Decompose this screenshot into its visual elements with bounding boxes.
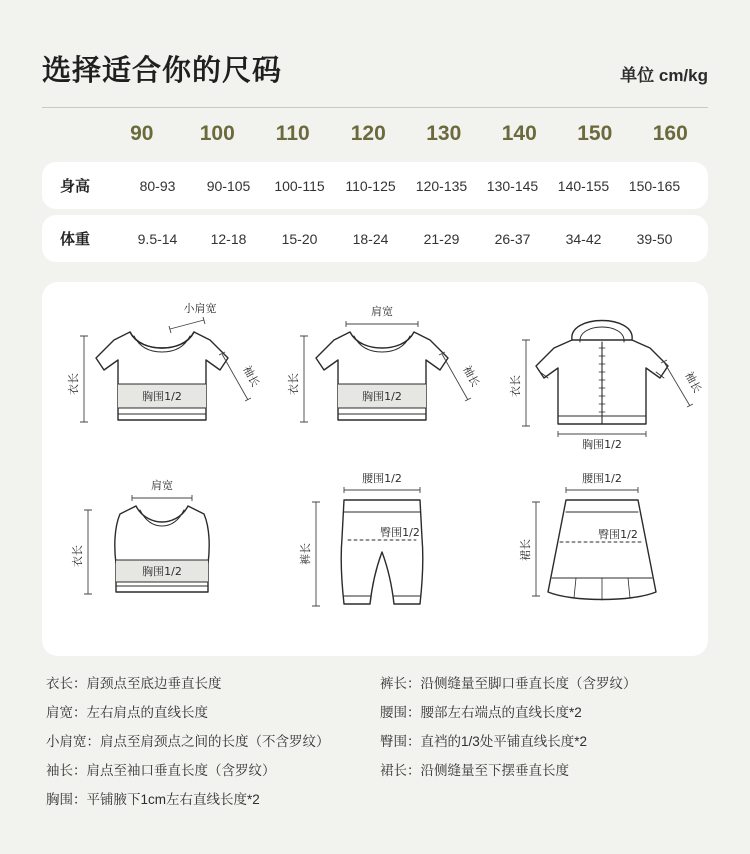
svg-text:衣长: 衣长 bbox=[287, 373, 300, 395]
table-cell: 15-20 bbox=[281, 230, 318, 247]
note-item: 肩宽：左右肩点的直线长度 bbox=[46, 705, 208, 720]
svg-text:裤长: 裤长 bbox=[299, 543, 312, 565]
svg-text:袖长: 袖长 bbox=[240, 363, 262, 390]
row-label: 身高 bbox=[60, 178, 91, 195]
table-cell: 100-115 bbox=[274, 177, 325, 194]
svg-text:衣长: 衣长 bbox=[71, 545, 84, 567]
size-header-cell: 130 bbox=[426, 122, 462, 145]
svg-text:胸围1/2: 胸围1/2 bbox=[142, 565, 182, 578]
svg-text:小肩宽: 小肩宽 bbox=[183, 302, 217, 315]
table-cell: 12-18 bbox=[210, 230, 247, 247]
table-cell: 90-105 bbox=[206, 177, 251, 194]
size-header-cell: 160 bbox=[652, 122, 688, 145]
table-cell: 39-50 bbox=[636, 230, 673, 247]
illustration-skirt bbox=[492, 468, 712, 638]
note-item: 小肩宽：肩点至肩颈点之间的长度（不含罗纹） bbox=[46, 734, 330, 749]
note-item: 胸围：平铺腋下1cm左右直线长度*2 bbox=[46, 792, 260, 807]
illustration-vest bbox=[52, 468, 272, 638]
note-item: 袖长：肩点至袖口垂直长度（含罗纹） bbox=[46, 763, 276, 778]
table-cell: 26-37 bbox=[494, 230, 531, 247]
table-cell: 18-24 bbox=[352, 230, 389, 247]
svg-text:胸围1/2: 胸围1/2 bbox=[582, 438, 622, 451]
svg-text:胸围1/2: 胸围1/2 bbox=[142, 390, 182, 403]
table-cell: 9.5-14 bbox=[137, 230, 178, 247]
note-item: 臀围：直裆的1/3处平铺直线长度*2 bbox=[380, 734, 588, 749]
svg-text:腰围1/2: 腰围1/2 bbox=[582, 472, 622, 485]
page-title: 选择适合你的尺码 bbox=[42, 55, 283, 87]
illustration-crew-sweatshirt bbox=[272, 296, 492, 466]
table-cell: 120-135 bbox=[415, 177, 468, 194]
svg-text:袖长: 袖长 bbox=[682, 369, 704, 396]
note-item: 衣长：肩颈点至底边垂直长度 bbox=[46, 676, 222, 691]
svg-text:衣长: 衣长 bbox=[67, 373, 80, 395]
unit-label: 单位 cm/kg bbox=[620, 66, 708, 85]
table-row bbox=[42, 162, 708, 209]
page-header bbox=[24, 0, 726, 101]
size-header-cell: 90 bbox=[130, 122, 154, 145]
table-cell: 21-29 bbox=[423, 230, 460, 247]
size-header-cell: 140 bbox=[501, 122, 537, 145]
svg-text:衣长: 衣长 bbox=[509, 375, 522, 397]
size-header-row bbox=[24, 108, 726, 156]
illustration-hoodie-zip bbox=[492, 296, 712, 466]
illustration-crew-sweatshirt-with-shoulder bbox=[52, 296, 272, 466]
table-cell: 110-125 bbox=[345, 177, 396, 194]
svg-text:裙长: 裙长 bbox=[519, 539, 532, 561]
size-header-cell: 110 bbox=[275, 122, 310, 145]
measurement-notes bbox=[24, 656, 726, 818]
svg-text:袖长: 袖长 bbox=[460, 363, 482, 390]
size-header-cell: 150 bbox=[577, 122, 613, 145]
table-row bbox=[42, 215, 708, 262]
size-header-cell: 120 bbox=[350, 122, 386, 145]
row-label: 体重 bbox=[60, 231, 91, 248]
illustration-pants bbox=[272, 468, 492, 638]
svg-text:臀围1/2: 臀围1/2 bbox=[380, 526, 420, 539]
note-item: 裙长：沿侧缝量至下摆垂直长度 bbox=[380, 763, 569, 778]
table-cell: 34-42 bbox=[565, 230, 602, 247]
svg-text:腰围1/2: 腰围1/2 bbox=[362, 472, 402, 485]
svg-text:肩宽: 肩宽 bbox=[371, 305, 393, 318]
note-item: 裤长：沿侧缝量至脚口垂直长度（含罗纹） bbox=[380, 676, 637, 691]
note-item: 腰围：腰部左右端点的直线长度*2 bbox=[380, 705, 582, 720]
size-header-cell: 100 bbox=[199, 122, 235, 145]
svg-text:臀围1/2: 臀围1/2 bbox=[598, 528, 638, 541]
table-cell: 140-155 bbox=[557, 177, 610, 194]
measurement-illustrations bbox=[42, 282, 708, 656]
illustration-grid bbox=[52, 296, 704, 638]
svg-text:胸围1/2: 胸围1/2 bbox=[362, 390, 402, 403]
svg-text:肩宽: 肩宽 bbox=[151, 479, 173, 492]
table-cell: 80-93 bbox=[139, 177, 176, 194]
table-cell: 150-165 bbox=[628, 177, 681, 194]
note-item-empty bbox=[380, 788, 704, 808]
table-cell: 130-145 bbox=[486, 177, 539, 194]
